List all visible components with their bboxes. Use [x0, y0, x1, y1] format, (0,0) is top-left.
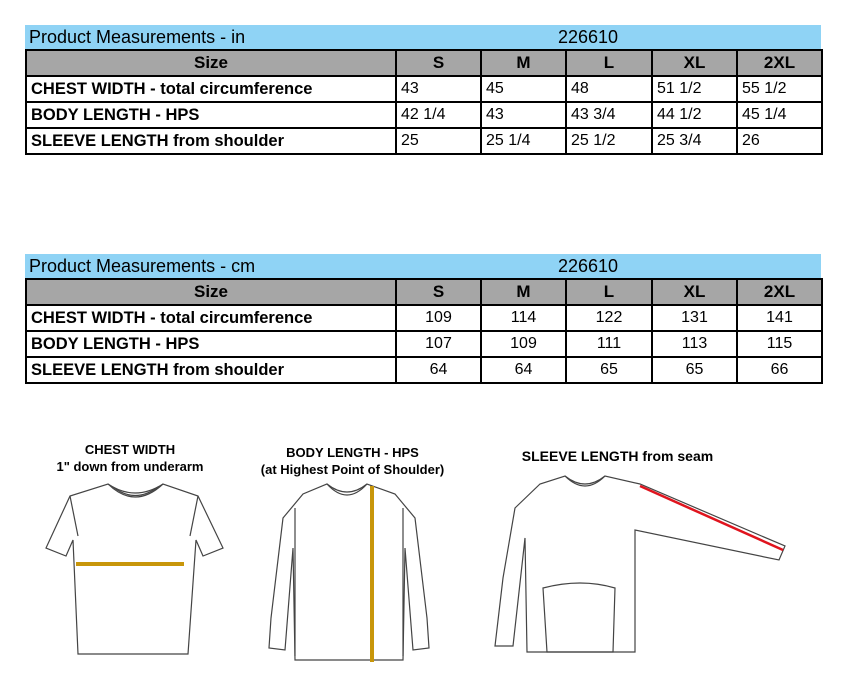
chest-diagram-caption	[30, 442, 230, 474]
table-cell: 65	[566, 357, 652, 383]
body-diagram-subtitle: (at Highest Point of Shoulder)	[260, 462, 445, 477]
table-cell: 26	[737, 128, 822, 154]
table-cell: 25 3/4	[652, 128, 737, 154]
tshirt-chest-diagram	[38, 478, 233, 663]
row-label: BODY LENGTH - HPS	[26, 102, 396, 128]
inches-table-title-bar	[25, 25, 821, 49]
inches-table-title: Product Measurements - in	[29, 27, 246, 47]
table-cell: 48	[566, 76, 652, 102]
longsleeve-body-diagram	[255, 478, 440, 668]
table-cell: 44 1/2	[652, 102, 737, 128]
header-xl: XL	[652, 279, 737, 305]
table-cell: 25	[396, 128, 481, 154]
header-2xl: 2XL	[737, 50, 822, 76]
table-cell: 51 1/2	[652, 76, 737, 102]
table-cell: 114	[481, 305, 566, 331]
table-cell: 111	[566, 331, 652, 357]
table-cell: 109	[481, 331, 566, 357]
table-cell: 43	[396, 76, 481, 102]
table-cell: 109	[396, 305, 481, 331]
sleeve-measure-line	[640, 486, 783, 550]
table-cell: 25 1/2	[566, 128, 652, 154]
row-label: CHEST WIDTH - total circumference	[26, 305, 396, 331]
table-cell: 45	[481, 76, 566, 102]
header-s: S	[396, 50, 481, 76]
header-size: Size	[26, 50, 396, 76]
cm-table-title: Product Measurements - cm	[29, 256, 256, 276]
row-label: SLEEVE LENGTH from shoulder	[26, 357, 396, 383]
table-row	[26, 128, 822, 154]
inches-measurement-table	[25, 25, 821, 155]
chest-diagram-title: CHEST WIDTH	[84, 442, 176, 457]
chest-diagram-subtitle: 1" down from underarm	[56, 459, 204, 474]
table-cell: 107	[396, 331, 481, 357]
table-cell: 115	[737, 331, 822, 357]
header-s: S	[396, 279, 481, 305]
table-cell: 43 3/4	[566, 102, 652, 128]
table-cell: 66	[737, 357, 822, 383]
table-cell: 45 1/4	[737, 102, 822, 128]
header-l: L	[566, 50, 652, 76]
header-xl: XL	[652, 50, 737, 76]
row-label: SLEEVE LENGTH from shoulder	[26, 128, 396, 154]
header-l: L	[566, 279, 652, 305]
table-cell: 131	[652, 305, 737, 331]
table-cell: 64	[481, 357, 566, 383]
table-cell: 25 1/4	[481, 128, 566, 154]
header-m: M	[481, 279, 566, 305]
header-size: Size	[26, 279, 396, 305]
inches-header-row	[26, 50, 822, 76]
table-row	[26, 357, 822, 383]
table-row	[26, 305, 822, 331]
table-cell: 141	[737, 305, 822, 331]
header-m: M	[481, 50, 566, 76]
table-row	[26, 331, 822, 357]
body-diagram-title: BODY LENGTH - HPS	[286, 445, 419, 460]
cm-header-row	[26, 279, 822, 305]
cm-measurement-table	[25, 254, 821, 384]
table-cell: 122	[566, 305, 652, 331]
row-label: BODY LENGTH - HPS	[26, 331, 396, 357]
table-cell: 43	[481, 102, 566, 128]
table-cell: 113	[652, 331, 737, 357]
inches-style-code: 226610	[558, 27, 619, 47]
row-label: CHEST WIDTH - total circumference	[26, 76, 396, 102]
cm-table-title-bar	[25, 254, 821, 278]
table-cell: 42 1/4	[396, 102, 481, 128]
sweatshirt-sleeve-diagram	[485, 468, 795, 658]
table-cell: 55 1/2	[737, 76, 822, 102]
table-cell: 65	[652, 357, 737, 383]
table-row	[26, 76, 822, 102]
body-diagram-caption	[240, 445, 465, 477]
cm-style-code: 226610	[558, 256, 619, 276]
sleeve-diagram-title: SLEEVE LENGTH from seam	[521, 448, 714, 464]
header-2xl: 2XL	[737, 279, 822, 305]
table-cell: 64	[396, 357, 481, 383]
table-row	[26, 102, 822, 128]
sleeve-diagram-caption	[505, 448, 730, 464]
